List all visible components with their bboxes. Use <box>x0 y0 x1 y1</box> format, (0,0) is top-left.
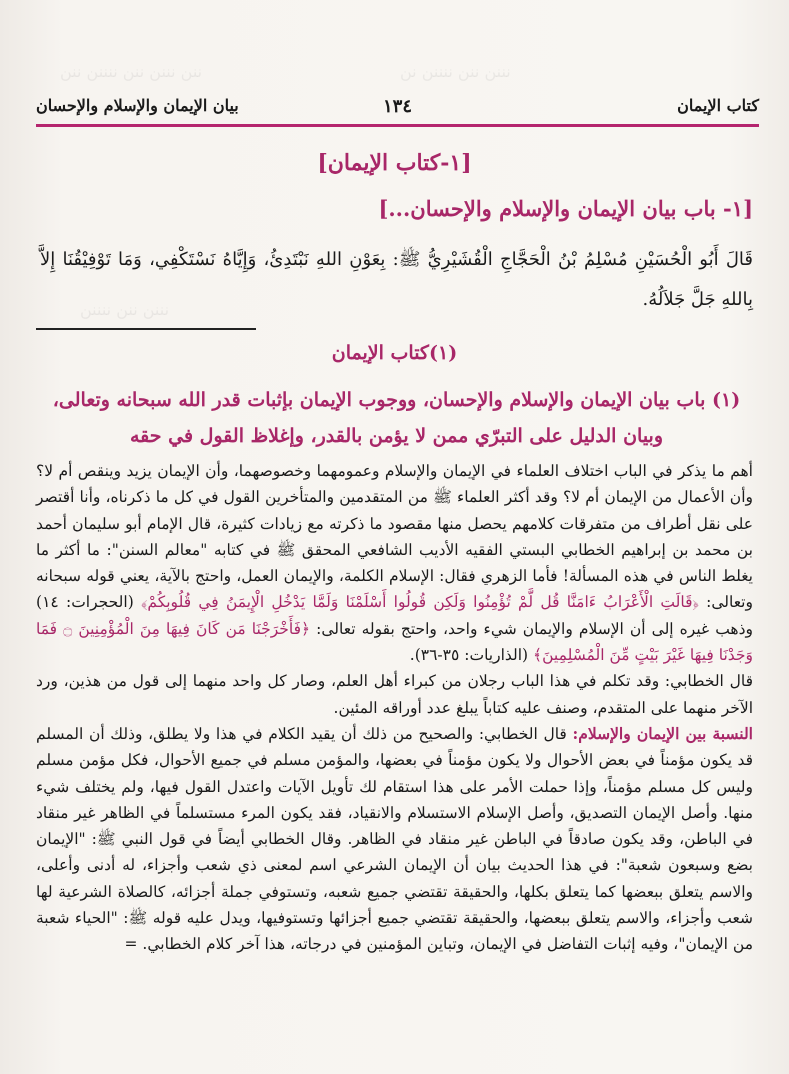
subheading: النسبة بين الإيمان والإسلام: <box>572 723 753 743</box>
commentary-chapter-heading: (١) باب بيان الإيمان والإسلام والإحسان، ووجوب الإيمان بإثبات قدر الله سبحانه وتعالى، وبيان الدليل على التبرّي ممن لا يؤمن بالقدر، وإغلاظ القول في حقه <box>52 389 741 447</box>
paragraph: النسبة بين الإيمان والإسلام: قال الخطابي: والصحيح من ذلك أن يقيد الكلام في هذا ولا يطلق، وذلك أن المسلم قد يكون مؤمناً في بعض الأحوال ولا يكون مؤمناً في بعضها، والمؤمن مسلم في جميع الأحوال، فكل مؤمن مسلم وليس كل مسلم مؤمناً، وإذا حملت الأمر على هذا استقام لك تأويل الآيات واعتدل القول فيها، ولم يختلف شيء منها. وأصل الإيمان التصديق، وأصل الإسلام الاستسلام والانقياد، فقد يكون المرء مستسلماً في الظاهر غير منقاد في الباطن، وقد يكون صادقاً في الباطن غير منقاد في الظاهر. وقال الخطابي أيضاً في قول النبي ﷺ: "الإيمان بضع وسبعون شعبة": في هذا الحديث بيان أن الإيمان الشرعي اسم لمعنى ذي شعب وأجزاء، له أدنى وأعلى، والاسم يتعلق ببعضها كما يتعلق بكلها، والحقيقة تقتضي جميع شعبه، وتستوفي جملة أجزائه، كالصلاة الشرعية لها شعب وأجزاء، والاسم يتعلق ببعضها، والحقيقة تقتضي جميع أجزائها وتستوفيها، ويدل عليه قوله ﷺ: "الحياء شعبة من الإيمان"، وفيه إثبات التفاضل في الإيمان، وتباين المؤمنين في درجاته، هذا آخر كلام الخطابي. = <box>36 723 753 954</box>
page-number: ١٣٤ <box>382 96 412 117</box>
commentary-body <box>36 458 753 958</box>
bleed-through-text: نننن ننن ننننن نن <box>400 62 511 81</box>
commentary-book-heading: (١)كتاب الإيمان <box>331 342 458 364</box>
book-heading: [١-كتاب الإيمان] <box>317 150 472 176</box>
opening-statement: قَالَ أَبُو الْحُسَيْنِ مُسْلِمُ بْنُ الْحَجَّاجِ الْقُشَيْرِيُّ ﷺ: بِعَوْنِ اللهِ نَبْتَدِئُ، وَإِيَّاهُ نَسْتَكْفِي، وَمَا تَوْفِيْقُنَا إِلاَّ بِاللهِ جَلَّ جَلاَلُهُ. <box>40 249 753 310</box>
chapter-heading: [١- باب بيان الإيمان والإسلام والإحسان...] <box>378 196 753 221</box>
bleed-through-text: نننن ننن ننننن <box>80 300 170 319</box>
bleed-through-text: ننن نننن ننن ننننن ننن <box>60 62 203 81</box>
header-rule <box>36 124 759 127</box>
separator-rule <box>36 328 256 330</box>
paragraph: قال الخطابي: وقد تكلم في هذا الباب رجلان من كبراء أهل العلم، وصار كل واحد منهما إلى قول من هذين، ورد الآخر منهما على المتقدم، وصنف عليه كتاباً يبلغ عدد أوراقه المئين. <box>36 672 753 717</box>
running-header <box>36 96 759 122</box>
quran-verse: ﴿قَالَتِ الْأَعْرَابُ ءَامَنَّا قُل لَّمْ تُؤْمِنُوا وَلَكِن قُولُوا أَسْلَمْنَا وَلَمَّا يَدْخُلِ الْإِيمَنُ فِي قُلُوبِكُمْ﴾ <box>141 593 699 612</box>
header-chapter-title: بيان الإيمان والإسلام والإحسان <box>36 96 239 115</box>
header-book-title: كتاب الإيمان <box>677 96 759 115</box>
quran-verse: ﴿فَأَخْرَجْنَا مَن كَانَ فِيهَا مِنَ الْمُؤْمِنِينَ ۝ فَمَا وَجَدْنَا فِيهَا غَيْرَ بَيْتٍ مِّنَ الْمُسْلِمِينَ﴾ <box>36 619 753 665</box>
paragraph: أهم ما يذكر في الباب اختلاف العلماء في الإيمان والإسلام وعمومهما وخصوصهما، وأن الإيمان يزيد وينقص أم لا؟ وأن الأعمال من الإيمان أم لا؟ وقد أكثر العلماء ﷺ من المتقدمين والمتأخرين القول في كل ما ذكرناه، وأنا أقتصر على نقل أطراف من متفرقات كلامهم يحصل منها مقصود ما ذكرته مع زيادات كثيرة، قال الإمام أبو سليمان أحمد بن محمد بن إبراهيم الخطابي البستي الفقيه الأديب الشافعي المحقق ﷺ في كتابه "معالم السنن": ما أكثر ما يغلط الناس في هذه المسألة! فأما الزهري فقال: الإسلام الكلمة، والإيمان العمل، واحتج بالآية، يعني قوله سبحانه وتعالى: ﴿قَالَتِ الْأَعْرَابُ ءَامَنَّا قُل لَّمْ تُؤْمِنُوا وَلَكِن قُولُوا أَسْلَمْنَا وَلَمَّا يَدْخُلِ الْإِيمَنُ فِي قُلُوبِكُمْ﴾ (الحجرات: ١٤) وذهب غيره إلى أن الإسلام والإيمان شيء واحد، واحتج بقوله تعالى: ﴿فَأَخْرَجْنَا مَن كَانَ فِيهَا مِنَ الْمُؤْمِنِينَ ۝ فَمَا وَجَدْنَا فِيهَا غَيْرَ بَيْتٍ مِّنَ الْمُسْلِمِينَ﴾ (الذاريات: ٣٥-٣٦). <box>36 462 753 665</box>
